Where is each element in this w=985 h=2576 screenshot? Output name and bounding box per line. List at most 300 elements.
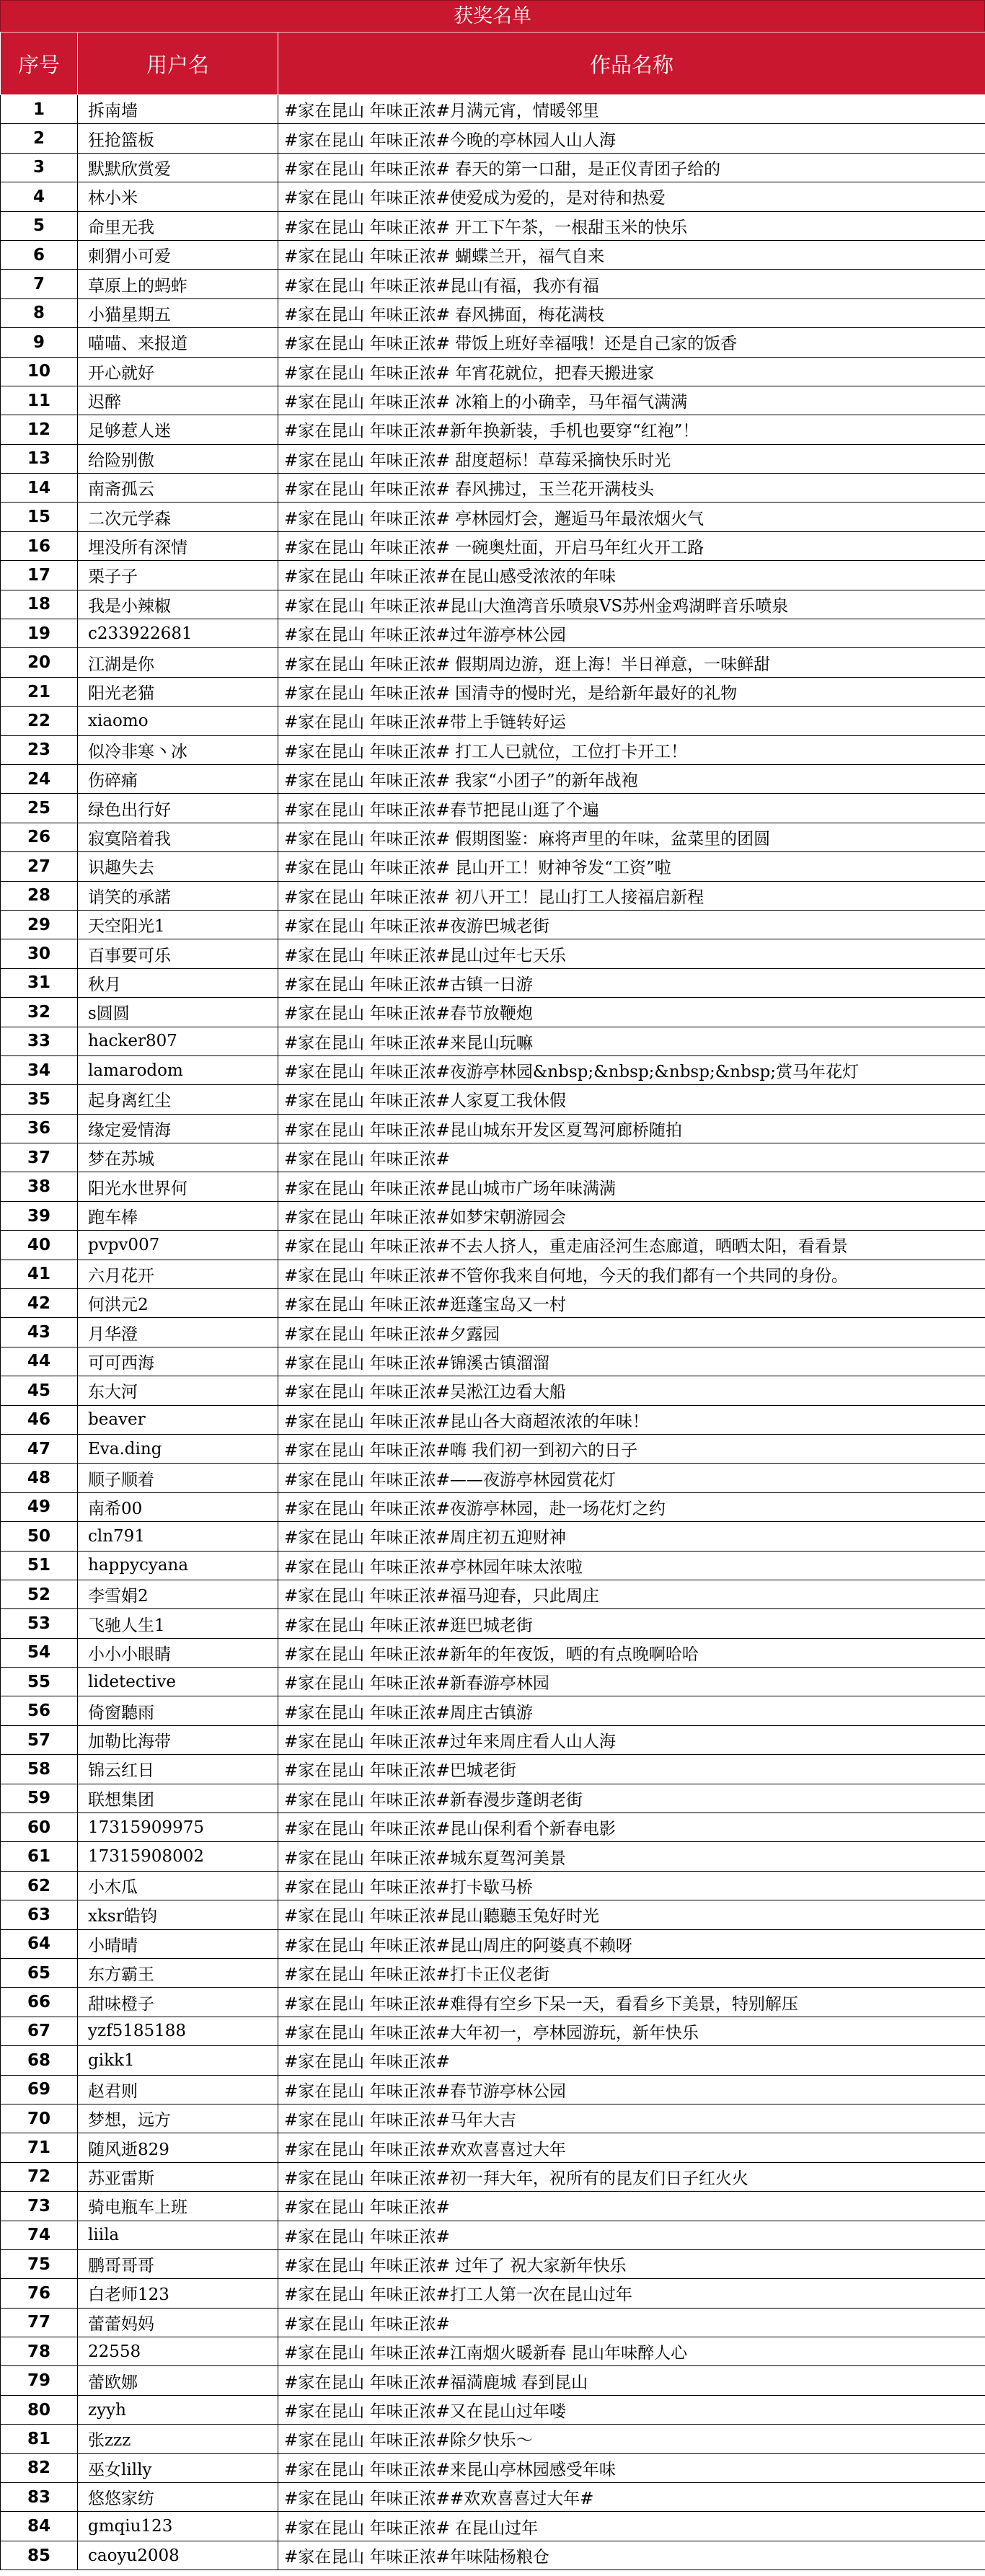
row-username: 阳光水世界何	[78, 1172, 278, 1201]
row-number: 27	[1, 852, 78, 881]
row-username: caoyu2008	[78, 2541, 278, 2570]
row-number: 59	[1, 1784, 78, 1813]
row-number: 57	[1, 1725, 78, 1754]
row-work-title: #家在昆山 年味正浓#	[278, 2308, 985, 2337]
row-number: 32	[1, 998, 78, 1027]
row-username: 17315908002	[78, 1842, 278, 1871]
table-row	[1, 910, 985, 939]
table-row	[1, 1988, 985, 2017]
row-username: 联想集团	[78, 1784, 278, 1813]
table-row	[1, 1405, 985, 1434]
table-row	[1, 2395, 985, 2424]
row-username: 22558	[78, 2337, 278, 2366]
row-number: 72	[1, 2162, 78, 2191]
row-username: 加勒比海带	[78, 1725, 278, 1754]
row-work-title: #家在昆山 年味正浓#大年初一，亭林园游玩，新年快乐	[278, 2017, 985, 2045]
row-number: 33	[1, 1027, 78, 1055]
row-work-title: #家在昆山 年味正浓#春节把昆山逛了个遍	[278, 794, 985, 823]
row-number: 8	[1, 298, 78, 327]
row-work-title: #家在昆山 年味正浓# 春天的第一口甜，是正仪青团子给的	[278, 153, 985, 182]
row-number: 50	[1, 1522, 78, 1551]
table-row	[1, 1755, 985, 1784]
row-username: 东方霸王	[78, 1959, 278, 1988]
table-row	[1, 1114, 985, 1143]
row-work-title: #家在昆山 年味正浓#	[278, 2046, 985, 2075]
row-work-title: #家在昆山 年味正浓#昆山聽聽玉兔好时光	[278, 1900, 985, 1929]
row-work-title: #家在昆山 年味正浓#新春游亭林园	[278, 1668, 985, 1696]
row-number: 31	[1, 968, 78, 997]
table-row	[1, 1434, 985, 1463]
row-username: 巫女lilly	[78, 2453, 278, 2482]
table-row	[1, 1318, 985, 1347]
row-work-title: #家在昆山 年味正浓#吴淞江边看大船	[278, 1376, 985, 1405]
table-body	[1, 95, 985, 2570]
row-number: 12	[1, 415, 78, 444]
row-number: 26	[1, 823, 78, 851]
row-username: pvpv007	[78, 1231, 278, 1260]
row-work-title: #家在昆山 年味正浓#新年换新装，手机也要穿“红袍”！	[278, 415, 985, 444]
row-number: 35	[1, 1085, 78, 1114]
row-username: 似冷非寒丶冰	[78, 735, 278, 764]
row-username: 拆南墙	[78, 95, 278, 124]
row-work-title: #家在昆山 年味正浓#打卡正仪老街	[278, 1959, 985, 1988]
table-row	[1, 677, 985, 706]
row-number: 5	[1, 211, 78, 240]
header-work-title: 作品名称	[278, 32, 985, 95]
table-row	[1, 1580, 985, 1608]
table-row	[1, 1668, 985, 1696]
row-work-title: #家在昆山 年味正浓# 亭林园灯会，邂逅马年最浓烟火气	[278, 503, 985, 531]
table-row	[1, 2337, 985, 2366]
table-row	[1, 590, 985, 619]
row-number: 62	[1, 1871, 78, 1900]
row-username: 赵君则	[78, 2075, 278, 2104]
row-username: 蕾蕾妈妈	[78, 2308, 278, 2337]
row-username: 江湖是你	[78, 648, 278, 677]
table-row	[1, 211, 985, 240]
row-username: liila	[78, 2221, 278, 2249]
row-work-title: #家在昆山 年味正浓# 甜度超标！草莓采摘快乐时光	[278, 444, 985, 473]
table-row	[1, 357, 985, 386]
table-row	[1, 852, 985, 881]
table-row	[1, 1464, 985, 1492]
row-username: lamarodom	[78, 1055, 278, 1084]
row-number: 6	[1, 240, 78, 269]
row-number: 9	[1, 328, 78, 357]
row-username: 何洪元2	[78, 1289, 278, 1318]
table-row	[1, 648, 985, 677]
table-row	[1, 968, 985, 997]
table-row	[1, 619, 985, 648]
table-row	[1, 764, 985, 793]
row-work-title: #家在昆山 年味正浓#人家夏工我休假	[278, 1085, 985, 1114]
row-number: 47	[1, 1434, 78, 1463]
row-number: 64	[1, 1929, 78, 1958]
table-row	[1, 474, 985, 503]
row-work-title: #家在昆山 年味正浓#不管你我来自何地，今天的我们都有一个共同的身份。	[278, 1260, 985, 1288]
row-work-title: #家在昆山 年味正浓# 过年了 祝大家新年快乐	[278, 2249, 985, 2278]
row-username: 鹏哥哥哥	[78, 2249, 278, 2278]
row-work-title: #家在昆山 年味正浓#昆山过年七天乐	[278, 939, 985, 968]
row-work-title: #家在昆山 年味正浓#打卡歇马桥	[278, 1871, 985, 1900]
row-work-title: #家在昆山 年味正浓#逛巴城老街	[278, 1609, 985, 1638]
row-username: 诮笑的承諾	[78, 881, 278, 910]
row-work-title: #家在昆山 年味正浓# 我家“小团子”的新年战袍	[278, 764, 985, 793]
row-number: 71	[1, 2133, 78, 2162]
row-work-title: #家在昆山 年味正浓#昆山保利看个新春电影	[278, 1813, 985, 1842]
row-number: 63	[1, 1900, 78, 1929]
row-number: 21	[1, 677, 78, 706]
row-username: 李雪娟2	[78, 1580, 278, 1608]
row-username: 甜味橙子	[78, 1988, 278, 2017]
row-work-title: #家在昆山 年味正浓# 年宵花就位，把春天搬进家	[278, 357, 985, 386]
row-work-title: #家在昆山 年味正浓# 开工下午茶，一根甜玉米的快乐	[278, 211, 985, 240]
table-row	[1, 1376, 985, 1405]
row-work-title: #家在昆山 年味正浓# 昆山开工！财神爷发“工资”啦	[278, 852, 985, 881]
row-username: lidetective	[78, 1668, 278, 1696]
table-header	[1, 32, 985, 95]
header-number: 序号	[1, 32, 78, 95]
table-row	[1, 2133, 985, 2162]
row-username: 小小小眼睛	[78, 1638, 278, 1667]
row-work-title: #家在昆山 年味正浓#昆山各大商超浓浓的年味！	[278, 1405, 985, 1434]
row-number: 7	[1, 270, 78, 298]
row-work-title: #家在昆山 年味正浓#欢欢喜喜过大年	[278, 2133, 985, 2162]
table-row	[1, 2104, 985, 2133]
row-work-title: #家在昆山 年味正浓#又在昆山过年喽	[278, 2395, 985, 2424]
row-username: 悠悠家纺	[78, 2483, 278, 2512]
row-username: 骑电瓶车上班	[78, 2192, 278, 2221]
row-number: 60	[1, 1813, 78, 1842]
row-work-title: #家在昆山 年味正浓#春节放鞭炮	[278, 998, 985, 1027]
row-username: 迟醉	[78, 386, 278, 415]
row-username: 绿色出行好	[78, 794, 278, 823]
row-number: 58	[1, 1755, 78, 1784]
row-work-title: #家在昆山 年味正浓#周庄古镇游	[278, 1696, 985, 1725]
table-row	[1, 2366, 985, 2395]
table-row	[1, 1638, 985, 1667]
table-row	[1, 328, 985, 357]
table-row	[1, 531, 985, 560]
row-username: xksr皓钧	[78, 1900, 278, 1929]
table-row	[1, 270, 985, 298]
table-row	[1, 881, 985, 910]
row-number: 81	[1, 2425, 78, 2453]
table-row	[1, 182, 985, 211]
row-work-title: #家在昆山 年味正浓#使爱成为爱的，是对待和热爱	[278, 182, 985, 211]
table-row	[1, 1085, 985, 1114]
row-username: hacker807	[78, 1027, 278, 1055]
row-username: 梦想，远方	[78, 2104, 278, 2133]
table-row	[1, 2483, 985, 2512]
table-row	[1, 998, 985, 1027]
table-row	[1, 1900, 985, 1929]
row-number: 38	[1, 1172, 78, 1201]
row-username: 白老师123	[78, 2279, 278, 2308]
table-row	[1, 2279, 985, 2308]
table-row	[1, 1522, 985, 1551]
row-work-title: #家在昆山 年味正浓# 带饭上班好幸福哦！还是自己家的饭香	[278, 328, 985, 357]
table-row	[1, 1492, 985, 1521]
row-number: 39	[1, 1201, 78, 1230]
row-username: 起身离红尘	[78, 1085, 278, 1114]
row-username: c233922681	[78, 619, 278, 648]
row-number: 29	[1, 910, 78, 939]
row-username: 埋没所有深情	[78, 531, 278, 560]
row-work-title: #家在昆山 年味正浓#夕露园	[278, 1318, 985, 1347]
row-username: happycyana	[78, 1551, 278, 1580]
table-row	[1, 2046, 985, 2075]
row-work-title: #家在昆山 年味正浓#春节游亭林公园	[278, 2075, 985, 2104]
row-number: 84	[1, 2512, 78, 2541]
row-number: 51	[1, 1551, 78, 1580]
row-number: 77	[1, 2308, 78, 2337]
row-username: gmqiu123	[78, 2512, 278, 2541]
table-row	[1, 1959, 985, 1988]
row-number: 18	[1, 590, 78, 619]
row-number: 65	[1, 1959, 78, 1988]
row-number: 55	[1, 1668, 78, 1696]
row-work-title: #家在昆山 年味正浓#今晚的亭林园人山人海	[278, 124, 985, 153]
row-number: 28	[1, 881, 78, 910]
row-number: 67	[1, 2017, 78, 2045]
table-row	[1, 2453, 985, 2482]
row-work-title: #家在昆山 年味正浓#马年大吉	[278, 2104, 985, 2133]
row-username: 南希00	[78, 1492, 278, 1521]
row-work-title: #家在昆山 年味正浓#福马迎春，只此周庄	[278, 1580, 985, 1608]
row-work-title: #家在昆山 年味正浓# 假期图鉴：麻将声里的年味，盆菜里的团圆	[278, 823, 985, 851]
row-work-title: #家在昆山 年味正浓#难得有空乡下呆一天，看看乡下美景，特别解压	[278, 1988, 985, 2017]
row-username: 苏亚雷斯	[78, 2162, 278, 2191]
row-username: 二次元学森	[78, 503, 278, 531]
row-number: 82	[1, 2453, 78, 2482]
row-work-title: #家在昆山 年味正浓#过年来周庄看人山人海	[278, 1725, 985, 1754]
row-number: 13	[1, 444, 78, 473]
table-row	[1, 1551, 985, 1580]
table-row	[1, 444, 985, 473]
row-work-title: #家在昆山 年味正浓# 初八开工！昆山打工人接福启新程	[278, 881, 985, 910]
row-number: 73	[1, 2192, 78, 2221]
row-number: 10	[1, 357, 78, 386]
table-row	[1, 386, 985, 415]
row-number: 42	[1, 1289, 78, 1318]
row-work-title: #家在昆山 年味正浓#古镇一日游	[278, 968, 985, 997]
table-row	[1, 2192, 985, 2221]
table-row	[1, 939, 985, 968]
row-work-title: #家在昆山 年味正浓##欢欢喜喜过大年#	[278, 2483, 985, 2512]
row-work-title: #家在昆山 年味正浓#昆山城市广场年味满满	[278, 1172, 985, 1201]
table-row	[1, 2541, 985, 2570]
row-work-title: #家在昆山 年味正浓# 在昆山过年	[278, 2512, 985, 2541]
row-username: 蕾欧娜	[78, 2366, 278, 2395]
row-work-title: #家在昆山 年味正浓#嗨 我们初一到初六的日子	[278, 1434, 985, 1463]
row-work-title: #家在昆山 年味正浓#月满元宵，情暖邻里	[278, 95, 985, 124]
row-number: 83	[1, 2483, 78, 2512]
row-work-title: #家在昆山 年味正浓#来昆山亭林园感受年味	[278, 2453, 985, 2482]
table-row	[1, 1055, 985, 1084]
row-work-title: #家在昆山 年味正浓#如梦宋朝游园会	[278, 1201, 985, 1230]
row-number: 41	[1, 1260, 78, 1288]
row-work-title: #家在昆山 年味正浓#福満鹿城 春到昆山	[278, 2366, 985, 2395]
row-work-title: #家在昆山 年味正浓#周庄初五迎财神	[278, 1522, 985, 1551]
table-row	[1, 1842, 985, 1871]
row-work-title: #家在昆山 年味正浓#	[278, 1143, 985, 1172]
row-number: 52	[1, 1580, 78, 1608]
row-work-title: #家在昆山 年味正浓#昆山有福，我亦有福	[278, 270, 985, 298]
row-username: 小猫星期五	[78, 298, 278, 327]
row-username: 默默欣赏爱	[78, 153, 278, 182]
row-username: 小晴晴	[78, 1929, 278, 1958]
table-row	[1, 1609, 985, 1638]
table-row	[1, 2017, 985, 2045]
row-work-title: #家在昆山 年味正浓#夜游巴城老街	[278, 910, 985, 939]
row-number: 78	[1, 2337, 78, 2366]
row-work-title: #家在昆山 年味正浓# 打工人已就位，工位打卡开工！	[278, 735, 985, 764]
row-work-title: #家在昆山 年味正浓#昆山城东开发区夏驾河廊桥随拍	[278, 1114, 985, 1143]
table-row	[1, 415, 985, 444]
table-row	[1, 1784, 985, 1813]
row-username: 阳光老猫	[78, 677, 278, 706]
row-number: 69	[1, 2075, 78, 2104]
table-row	[1, 2425, 985, 2453]
row-work-title: #家在昆山 年味正浓# 一碗奥灶面，开启马年红火开工路	[278, 531, 985, 560]
row-username: 栗子子	[78, 561, 278, 590]
row-work-title: #家在昆山 年味正浓#	[278, 2192, 985, 2221]
table-row	[1, 240, 985, 269]
row-username: xiaomo	[78, 707, 278, 735]
row-username: 开心就好	[78, 357, 278, 386]
table-row	[1, 1929, 985, 1958]
table-row	[1, 1871, 985, 1900]
row-number: 54	[1, 1638, 78, 1667]
row-number: 85	[1, 2541, 78, 2570]
row-number: 40	[1, 1231, 78, 1260]
row-work-title: #家在昆山 年味正浓#城东夏驾河美景	[278, 1842, 985, 1871]
row-username: 顺子顺着	[78, 1464, 278, 1492]
row-work-title: #家在昆山 年味正浓#新春漫步蓬朗老街	[278, 1784, 985, 1813]
table-row	[1, 2308, 985, 2337]
row-number: 24	[1, 764, 78, 793]
table-row	[1, 1172, 985, 1201]
row-work-title: #家在昆山 年味正浓#来昆山玩嘛	[278, 1027, 985, 1055]
row-work-title: #家在昆山 年味正浓#巴城老街	[278, 1755, 985, 1784]
row-number: 70	[1, 2104, 78, 2133]
row-number: 49	[1, 1492, 78, 1521]
row-work-title: #家在昆山 年味正浓#除夕快乐～	[278, 2425, 985, 2453]
row-username: 倚窗聽雨	[78, 1696, 278, 1725]
row-username: 我是小辣椒	[78, 590, 278, 619]
row-username: 秋月	[78, 968, 278, 997]
winner-table	[0, 32, 985, 2570]
row-work-title: #家在昆山 年味正浓# 蝴蝶兰开，福气自来	[278, 240, 985, 269]
row-work-title: #家在昆山 年味正浓# 春风拂过，玉兰花开满枝头	[278, 474, 985, 503]
row-number: 45	[1, 1376, 78, 1405]
row-number: 11	[1, 386, 78, 415]
row-work-title: #家在昆山 年味正浓#	[278, 2221, 985, 2249]
row-username: 狂抢篮板	[78, 124, 278, 153]
row-number: 75	[1, 2249, 78, 2278]
table-row	[1, 1231, 985, 1260]
row-username: Eva.ding	[78, 1434, 278, 1463]
row-number: 4	[1, 182, 78, 211]
table-row	[1, 1260, 985, 1288]
row-username: zyyh	[78, 2395, 278, 2424]
row-work-title: #家在昆山 年味正浓#带上手链转好运	[278, 707, 985, 735]
row-username: s圆圆	[78, 998, 278, 1027]
row-username: 草原上的蚂蚱	[78, 270, 278, 298]
row-work-title: #家在昆山 年味正浓# 冰箱上的小确幸，马年福气满满	[278, 386, 985, 415]
table-row	[1, 1201, 985, 1230]
table-row	[1, 2512, 985, 2541]
table-row	[1, 1696, 985, 1725]
row-number: 79	[1, 2366, 78, 2395]
table-row	[1, 153, 985, 182]
row-username: 天空阳光1	[78, 910, 278, 939]
row-number: 3	[1, 153, 78, 182]
row-number: 22	[1, 707, 78, 735]
table-row	[1, 2075, 985, 2104]
row-work-title: #家在昆山 年味正浓# 国清寺的慢时光，是给新年最好的礼物	[278, 677, 985, 706]
row-username: 给险别傲	[78, 444, 278, 473]
row-work-title: #家在昆山 年味正浓#不去人挤人，重走庙泾河生态廊道，晒晒太阳，看看景	[278, 1231, 985, 1260]
row-username: 飞驰人生1	[78, 1609, 278, 1638]
row-number: 80	[1, 2395, 78, 2424]
row-number: 25	[1, 794, 78, 823]
table-row	[1, 1725, 985, 1754]
row-number: 23	[1, 735, 78, 764]
table-row	[1, 1347, 985, 1376]
row-username: gikk1	[78, 2046, 278, 2075]
table-row	[1, 1143, 985, 1172]
row-work-title: #家在昆山 年味正浓#逛蓬宝岛又一村	[278, 1289, 985, 1318]
table-row	[1, 298, 985, 327]
row-work-title: #家在昆山 年味正浓#昆山周庄的阿婆真不赖呀	[278, 1929, 985, 1958]
row-username: 跑车棒	[78, 1201, 278, 1230]
row-username: 足够惹人迷	[78, 415, 278, 444]
row-username: 17315909975	[78, 1813, 278, 1842]
table-row	[1, 95, 985, 124]
table-row	[1, 707, 985, 735]
row-username: 识趣失去	[78, 852, 278, 881]
header-row	[1, 32, 985, 95]
row-username: 东大河	[78, 1376, 278, 1405]
row-username: 锦云红日	[78, 1755, 278, 1784]
row-number: 53	[1, 1609, 78, 1638]
row-username: beaver	[78, 1405, 278, 1434]
row-username: 梦在苏城	[78, 1143, 278, 1172]
row-number: 20	[1, 648, 78, 677]
row-username: 六月花开	[78, 1260, 278, 1288]
row-username: cln791	[78, 1522, 278, 1551]
row-number: 43	[1, 1318, 78, 1347]
row-number: 16	[1, 531, 78, 560]
row-username: 林小米	[78, 182, 278, 211]
row-number: 14	[1, 474, 78, 503]
row-work-title: #家在昆山 年味正浓#在昆山感受浓浓的年味	[278, 561, 985, 590]
row-work-title: #家在昆山 年味正浓#昆山大渔湾音乐喷泉VS苏州金鸡湖畔音乐喷泉	[278, 590, 985, 619]
table-row	[1, 1813, 985, 1842]
row-number: 61	[1, 1842, 78, 1871]
row-username: 百事要可乐	[78, 939, 278, 968]
row-work-title: #家在昆山 年味正浓#亭林园年味太浓啦	[278, 1551, 985, 1580]
row-username: 张zzz	[78, 2425, 278, 2453]
row-username: 刺猬小可爱	[78, 240, 278, 269]
row-work-title: #家在昆山 年味正浓#江南烟火暖新春 昆山年味醉人心	[278, 2337, 985, 2366]
row-work-title: #家在昆山 年味正浓#新年的年夜饭，晒的有点晚啊哈哈	[278, 1638, 985, 1667]
row-number: 36	[1, 1114, 78, 1143]
row-work-title: #家在昆山 年味正浓#年味陆杨粮仓	[278, 2541, 985, 2570]
table-row	[1, 794, 985, 823]
